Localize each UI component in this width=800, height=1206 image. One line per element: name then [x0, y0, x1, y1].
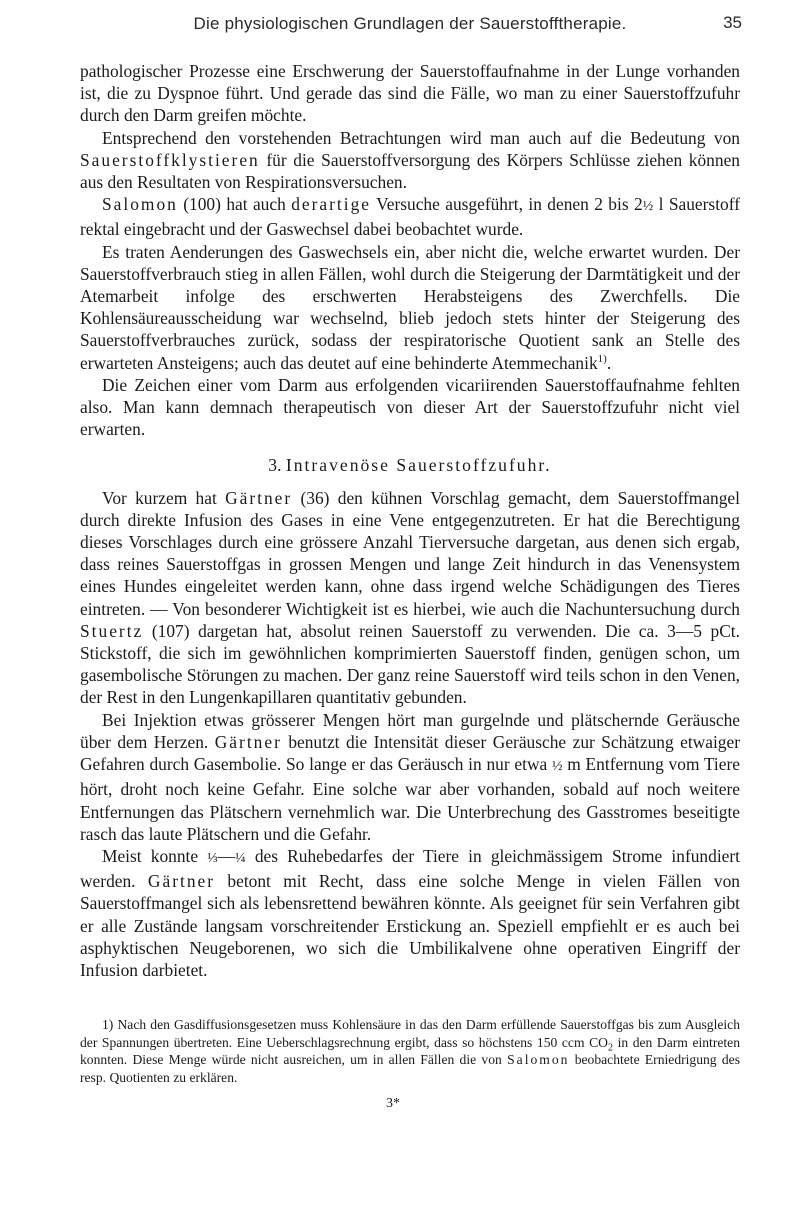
page [80, 10, 740, 981]
footnote-reference[interactable]: 1) [597, 352, 607, 365]
author-name: Stuertz [80, 620, 144, 641]
footnote-marker: 1) [102, 1017, 114, 1032]
fraction: ½ [642, 199, 654, 215]
fraction: ½ [552, 759, 563, 775]
author-name: Gärtner [225, 487, 293, 508]
author-name: Gärtner [214, 731, 282, 752]
running-header [80, 10, 740, 50]
author-name: Salomon [507, 1052, 570, 1068]
author-name: Gärtner [147, 871, 216, 892]
main-text [80, 60, 740, 981]
fraction: ⅓ [207, 850, 218, 866]
running-title: Die physiologischen Grundlagen der Sauerstofftherapie. [193, 14, 627, 33]
author-name: Salomon [102, 194, 178, 215]
paragraph: Salomon (100) hat auch derartige Versuche ausgeführt, in denen 2 bis 2½ l Sauerstoff rektal eingebracht und der Gaswechsel dabei beobachtet wurde. [80, 194, 740, 240]
paragraph: Bei Injektion etwas grösserer Mengen hört man gurgelnde und plätschernde Geräusche über dem Herzen. Gärtner benutzt die Intensität dieser Geräusche zur Schätzung etwaiger Gefahren durch Gasembolie. So lange er das Geräusch in nur etwa ½ m Entfernung vom Tiere hört, droht noch keine Gefahr. Eine solche war aber vorhanden, sobald auf noch weitere Entfernungen das Plätschern vernehmlich war. Die Unterbrechung des Gasstromes beseitigte rasch das laute Plätschern und die Gefahr. [80, 709, 740, 844]
paragraph: Entsprechend den vorstehenden Betrachtungen wird man auch auf die Bedeutung von Sauerstoffklystieren für die Sauerstoffversorgung des Körpers Schlüsse ziehen können aus den Resultaten von Respirationsversuchen. [80, 127, 740, 193]
signature-mark: 3* [386, 1096, 400, 1111]
section-heading: 3. Intravenöse Sauerstoffzufuhr. [268, 455, 552, 476]
emphasized-term: derartige [291, 194, 371, 215]
page-number: 35 [723, 13, 742, 32]
emphasized-term: Sauerstoffklystieren [80, 149, 260, 170]
paragraph: Meist konnte ⅓—¼ des Ruhebedarfes der Tiere in gleichmässigem Strome infundiert werden. Gärtner betont mit Recht, dass eine solche Menge in vielen Fällen von Sauerstoffmangel sich als lebensrettend bewähren könnte. Als geeignet für sein Verfahren gibt er alle Zustände langsam vorschreitender Erstickung an. Speziell empfiehlt er es auch bei asphyktischen Neugeborenen, wo sich die Umbilikalvene ohne operativen Eingriff der Infusion darbietet. [80, 845, 740, 980]
paragraph: Vor kurzem hat Gärtner (36) den kühnen Vorschlag gemacht, dem Sauerstoffmangel durch direkte Infusion des Gases in eine Vene entgegenzutreten. Er hat die Berechtigung dieses Vorschlages durch eine grössere Anzahl Tierversuche dargetan, aus denen sich ergab, dass reines Sauerstoffgas in grossen Mengen und lange Zeit hindurch in das Venensystem eines Hundes eingeleitet werden kann, ohne dass irgend welche Schädigungen des Tieres eintreten. — Von besonderer Wichtigkeit ist es hierbei, wie auch die Nachuntersuchung durch Stuertz (107) dargetan hat, absolut reinen Sauerstoff zu verwenden. Die ca. 3—5 pCt. Stickstoff, die sich im gewöhnlichen komprimierten Sauerstoff finden, genügen schon, um gasembolische Störungen zu machen. Der ganz reine Sauerstoff wird teils schon in den Venen, der Rest in den Lungenkapillaren quantitativ gebunden. [80, 487, 740, 708]
paragraph: pathologischer Prozesse eine Erschwerung der Sauerstoffaufnahme in der Lunge vorhanden ist, die zu Dyspnoe führt. Und gerade das sind die Fälle, wo man zu einer Sauerstoffzufuhr durch den Darm greifen möchte. [80, 61, 740, 126]
paragraph: Die Zeichen einer vom Darm aus erfolgenden vicariirenden Sauerstoffaufnahme fehlten also. Man kann demnach therapeutisch von dieser Art der Sauerstoffzufuhr nicht viel erwarten. [80, 374, 740, 440]
footnote: 1) Nach den Gasdiffusionsgesetzen muss Kohlensäure in das den Darm erfüllende Sauerstoffgas bis zum Ausgleich der Spannungen übertreten. Eine Ueberschlagsrechnung ergibt, dass so höchstens 150 ccm $CO_2$ in den Darm eintreten konnten. Diese Menge würde nicht ausreichen, um in allen Fällen die von Salomon beobachtete Erniedrigung des resp. Quotienten zu erklären. [80, 1017, 740, 1085]
paragraph: Es traten Aenderungen des Gaswechsels ein, aber nicht die, welche erwartet wurden. Der Sauerstoffverbrauch stieg in allen Fällen, wohl durch die Steigerung der Darmtätigkeit und der Atemarbeit infolge des erschwerten Herabsteigens des Zwerchfells. Die Kohlensäureausscheidung war wechselnd, blieb jedoch stets hinter der Steigerung des Sauerstoffverbrauches zurück, sodass der respiratorische Quotient sank an Stelle des erwarteten Ansteigens; auch das deutet auf eine behinderte Atemmechanik$^{1)}$. [80, 241, 740, 373]
fraction: ¼ [235, 850, 246, 866]
